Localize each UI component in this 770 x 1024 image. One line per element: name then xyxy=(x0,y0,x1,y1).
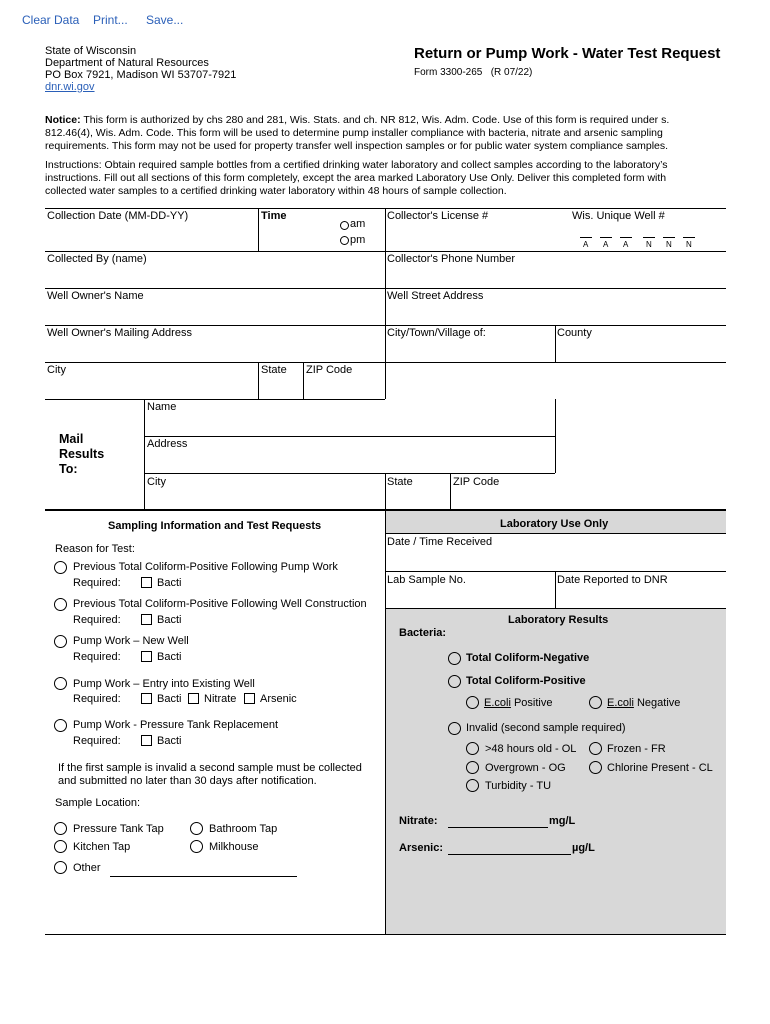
collector-phone-label: Collector's Phone Number xyxy=(387,253,516,265)
other-location-field[interactable] xyxy=(110,876,297,877)
mail-results-heading xyxy=(59,432,104,477)
arsenic-label: Arsenic xyxy=(260,693,297,705)
required-label: Required: xyxy=(73,735,121,747)
notice-line-1: This form is authorized by chs 280 and 281, Wis. Stats. and ch. NR 812, Wis. Adm. Code. Use of this form is required under s. xyxy=(80,114,670,126)
agency-line-1: State of Wisconsin xyxy=(45,45,137,57)
invalid-sample-note xyxy=(58,762,362,788)
grid-line xyxy=(144,399,145,509)
mail-heading-line: Results xyxy=(59,447,105,461)
collection-date-label: Collection Date (MM-DD-YY) xyxy=(47,210,189,222)
county-label: County xyxy=(557,327,592,339)
grid-line xyxy=(144,473,555,474)
fr-radio[interactable] xyxy=(589,742,602,755)
mail-state-label: State xyxy=(387,476,413,488)
am-label: am xyxy=(350,218,366,230)
location-kitchen-label: Kitchen Tap xyxy=(73,841,131,853)
notice-text xyxy=(45,114,735,153)
required-label: Required: xyxy=(73,577,121,589)
location-other-label: Other xyxy=(73,862,101,874)
mail-city-label: City xyxy=(147,476,166,488)
tc-negative-radio[interactable] xyxy=(448,652,461,665)
reason-radio-2[interactable] xyxy=(54,598,67,611)
lab-use-heading: Laboratory Use Only xyxy=(500,518,609,530)
unique-well-label: Wis. Unique Well # xyxy=(572,210,665,222)
arsenic-result-field[interactable] xyxy=(448,854,571,855)
bacti-checkbox[interactable] xyxy=(141,693,152,704)
ecoli-positive-radio[interactable] xyxy=(466,696,479,709)
grid-line xyxy=(385,208,386,399)
note-line: If the first sample is invalid a second sample must be collected xyxy=(58,762,362,774)
ecoli-negative-label xyxy=(607,697,680,709)
nitrate-result-field[interactable] xyxy=(448,827,548,828)
grid-line xyxy=(258,208,259,251)
city-label: City xyxy=(47,364,66,376)
agency-line-3: PO Box 7921, Madison WI 53707-7921 xyxy=(45,69,237,81)
ecoli-term: E.coli xyxy=(607,697,634,709)
grid-line xyxy=(450,473,451,509)
agency-line-2: Department of Natural Resources xyxy=(45,57,209,69)
ol-radio[interactable] xyxy=(466,742,479,755)
well-code-char: N xyxy=(686,240,692,249)
ecoli-positive-suffix: Positive xyxy=(510,697,553,709)
cl-radio[interactable] xyxy=(589,761,602,774)
instructions-text xyxy=(45,159,735,198)
ecoli-negative-suffix: Negative xyxy=(633,697,681,709)
grid-line xyxy=(385,533,726,534)
grid-line xyxy=(258,362,259,399)
location-radio-kitchen[interactable] xyxy=(54,840,67,853)
grid-line xyxy=(555,399,556,473)
arsenic-result-label: Arsenic: xyxy=(399,842,444,854)
ecoli-negative-radio[interactable] xyxy=(589,696,602,709)
section-line xyxy=(45,934,726,935)
bacti-label: Bacti xyxy=(157,614,182,626)
grid-line xyxy=(555,571,556,608)
arsenic-checkbox[interactable] xyxy=(244,693,255,704)
form-number: Form 3300-265 (R 07/22) xyxy=(414,67,533,78)
reason-label: Reason for Test: xyxy=(55,543,135,555)
tc-positive-radio[interactable] xyxy=(448,675,461,688)
reason-option-3: Pump Work – New Well xyxy=(73,635,189,647)
tu-label: Turbidity - TU xyxy=(485,780,552,792)
invalid-radio[interactable] xyxy=(448,722,461,735)
location-milkhouse-label: Milkhouse xyxy=(209,841,259,853)
bacti-checkbox[interactable] xyxy=(141,735,152,746)
required-label: Required: xyxy=(73,614,121,626)
sampling-heading: Sampling Information and Test Requests xyxy=(108,520,322,532)
nitrate-unit: mg/L xyxy=(549,815,576,827)
notice-line-3: requirements. This form may not be used for property transfer well inspection samples or for public water system compliance samples. xyxy=(45,140,669,152)
reason-option-5: Pump Work - Pressure Tank Replacement xyxy=(73,719,279,731)
cl-label: Chlorine Present - CL xyxy=(607,762,713,774)
location-radio-pressure-tank[interactable] xyxy=(54,822,67,835)
reason-option-1: Previous Total Coliform-Positive Following Pump Work xyxy=(73,561,338,573)
pm-radio[interactable] xyxy=(340,236,349,245)
bacti-label: Bacti xyxy=(157,577,182,589)
am-radio[interactable] xyxy=(340,221,349,230)
time-label: Time xyxy=(261,210,287,222)
state-label: State xyxy=(261,364,287,376)
reason-radio-4[interactable] xyxy=(54,677,67,690)
sample-no-label: Lab Sample No. xyxy=(387,574,466,586)
tc-positive-label: Total Coliform-Positive xyxy=(466,675,586,687)
well-code-char: N xyxy=(646,240,652,249)
reason-radio-1[interactable] xyxy=(54,561,67,574)
bacti-checkbox[interactable] xyxy=(141,577,152,588)
mail-address-label: Address xyxy=(147,438,188,450)
location-bathroom-label: Bathroom Tap xyxy=(209,823,278,835)
ol-label: >48 hours old - OL xyxy=(485,743,577,755)
fr-label: Frozen - FR xyxy=(607,743,666,755)
grid-line xyxy=(385,473,386,509)
bacti-label: Bacti xyxy=(157,651,182,663)
grid-line xyxy=(303,362,304,399)
location-radio-other[interactable] xyxy=(54,861,67,874)
reason-radio-3[interactable] xyxy=(54,635,67,648)
tu-radio[interactable] xyxy=(466,779,479,792)
mail-name-label: Name xyxy=(147,401,177,413)
collector-license-label: Collector's License # xyxy=(387,210,489,222)
well-code-char: A xyxy=(583,240,589,249)
nitrate-label: Nitrate xyxy=(204,693,237,705)
mail-heading-line: To: xyxy=(59,462,78,476)
print-button[interactable]: Print... xyxy=(93,13,128,27)
location-pressure-tank-label: Pressure Tank Tap xyxy=(73,823,164,835)
well-code-char: A xyxy=(603,240,609,249)
bacti-label: Bacti xyxy=(157,735,182,747)
required-label: Required: xyxy=(73,693,121,705)
lab-results-heading: Laboratory Results xyxy=(508,614,609,626)
collected-by-label: Collected By (name) xyxy=(47,253,147,265)
owner-name-label: Well Owner's Name xyxy=(47,290,144,302)
reason-option-2: Previous Total Coliform-Positive Following Well Construction xyxy=(73,598,367,610)
sample-location-label: Sample Location: xyxy=(55,797,140,809)
arsenic-unit: µg/L xyxy=(572,842,595,854)
street-address-label: Well Street Address xyxy=(387,290,484,302)
notice-label: Notice: xyxy=(45,114,81,126)
location-radio-milkhouse[interactable] xyxy=(190,840,203,853)
bacti-checkbox[interactable] xyxy=(141,651,152,662)
ecoli-positive-label xyxy=(484,697,552,709)
nitrate-checkbox[interactable] xyxy=(188,693,199,704)
well-code-char: A xyxy=(623,240,629,249)
agency-website-link[interactable]: dnr.wi.gov xyxy=(45,81,95,93)
instructions-line-2: instructions. Fill out all sections of this form completely, except the area marked Laboratory Use Only. Deliver this completed form with xyxy=(45,172,667,184)
grid-line xyxy=(385,509,386,935)
bacti-checkbox[interactable] xyxy=(141,614,152,625)
instructions-line-1: Instructions: Obtain required sample bottles from a certified drinking water laboratory and collect samples according to the laboratory’s xyxy=(45,159,668,171)
bacteria-label: Bacteria: xyxy=(399,627,447,639)
grid-line xyxy=(144,436,555,437)
clear-data-button[interactable]: Clear Data xyxy=(22,13,80,27)
grid-line xyxy=(45,399,385,400)
agency-block xyxy=(45,45,236,93)
mail-zip-label: ZIP Code xyxy=(453,476,500,488)
well-code-char: N xyxy=(666,240,672,249)
og-radio[interactable] xyxy=(466,761,479,774)
city-town-label: City/Town/Village of: xyxy=(387,327,486,339)
instructions-line-3: collected water samples to a certified drinking water laboratory within 48 hours of sample collection. xyxy=(45,185,507,197)
note-line: and submitted no later than 30 days after notification. xyxy=(58,775,317,787)
zip-label: ZIP Code xyxy=(306,364,353,376)
date-received-label: Date / Time Received xyxy=(387,536,493,548)
invalid-label: Invalid (second sample required) xyxy=(466,722,626,734)
required-label: Required: xyxy=(73,651,121,663)
pm-label: pm xyxy=(350,234,366,246)
ecoli-term: E.coli xyxy=(484,697,511,709)
save-button[interactable]: Save... xyxy=(146,13,184,27)
grid-line xyxy=(385,608,726,609)
form-title: Return or Pump Work - Water Test Request xyxy=(414,45,721,62)
reason-option-4: Pump Work – Entry into Existing Well xyxy=(73,678,255,690)
location-radio-bathroom[interactable] xyxy=(190,822,203,835)
grid-line xyxy=(555,325,556,362)
mail-heading-line: Mail xyxy=(59,432,84,446)
og-label: Overgrown - OG xyxy=(485,762,566,774)
reason-radio-5[interactable] xyxy=(54,719,67,732)
bacti-label: Bacti xyxy=(157,693,182,705)
tc-negative-label: Total Coliform-Negative xyxy=(466,652,590,664)
date-reported-label: Date Reported to DNR xyxy=(557,574,668,586)
nitrate-result-label: Nitrate: xyxy=(399,815,438,827)
notice-line-2: 812.46(4), Wis. Adm. Code. This form will be used to determine pump installer compliance with bacteria, nitrate and arsenic sampling xyxy=(45,127,663,139)
owner-mailing-label: Well Owner's Mailing Address xyxy=(47,327,192,339)
